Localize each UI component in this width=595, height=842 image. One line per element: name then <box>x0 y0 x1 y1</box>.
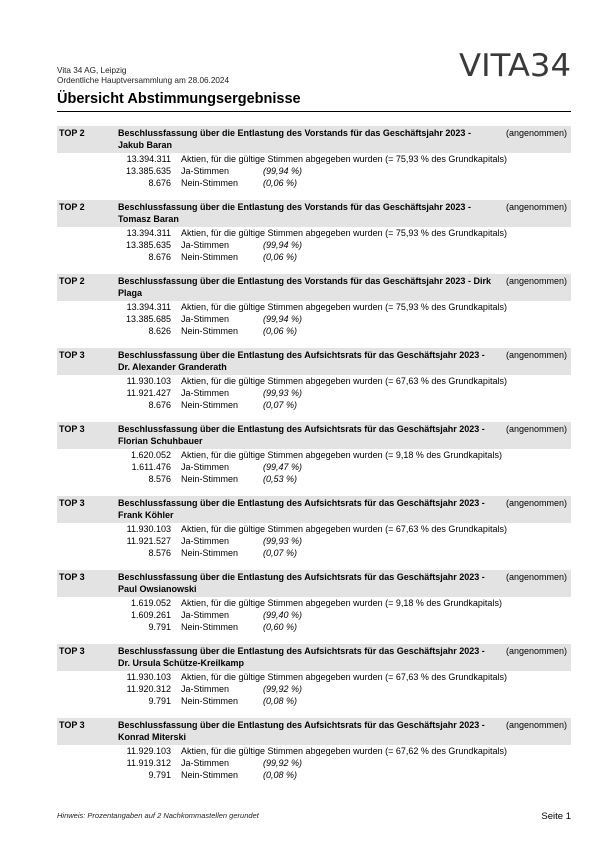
vote-rows <box>57 153 571 189</box>
yes-votes-row <box>57 609 571 621</box>
agenda-item: TOP 3 <box>59 350 85 360</box>
no-votes-count: 9.791 <box>148 622 171 632</box>
no-votes-row <box>57 695 571 707</box>
agenda-item: TOP 2 <box>59 276 85 286</box>
no-votes-count: 8.676 <box>148 400 171 410</box>
page-number: Seite 1 <box>541 811 571 822</box>
resolution-status: (angenommen) <box>505 498 567 508</box>
valid-shares-text: Aktien, für die gültige Stimmen abgegeben wurden (= 9,18 % des Grundkapitals) <box>181 598 502 608</box>
resolution-header <box>57 274 571 301</box>
result-item <box>57 348 571 422</box>
yes-votes-count: 11.920.312 <box>126 684 171 694</box>
no-votes-percent: (0,07 %) <box>263 548 298 558</box>
yes-votes-row <box>57 535 571 547</box>
valid-shares-row <box>57 745 571 757</box>
yes-votes-count: 11.919.312 <box>126 758 171 768</box>
resolution-status: (angenommen) <box>505 276 567 286</box>
resolution-subject: Beschlussfassung über die Entlastung des Vorstands für das Geschäftsjahr 2023 - Jakub Baran <box>118 128 471 150</box>
vote-rows <box>57 597 571 633</box>
valid-shares-count: 11.929.103 <box>126 746 171 756</box>
yes-votes-row <box>57 683 571 695</box>
yes-votes-percent: (99,93 %) <box>263 536 303 546</box>
valid-shares-row <box>57 523 571 535</box>
valid-shares-row <box>57 227 571 239</box>
yes-votes-label: Ja-Stimmen <box>181 388 230 398</box>
vote-rows <box>57 523 571 559</box>
result-item <box>57 718 571 792</box>
no-votes-row <box>57 325 571 337</box>
title-divider <box>57 111 571 112</box>
yes-votes-label: Ja-Stimmen <box>181 610 230 620</box>
resolution-subject: Beschlussfassung über die Entlastung des Aufsichtsrats für das Geschäftsjahr 2023 - Frank Köhler <box>118 498 485 520</box>
agenda-item: TOP 2 <box>59 202 85 212</box>
company-name: Vita 34 AG, Leipzig <box>57 66 127 75</box>
valid-shares-row <box>57 671 571 683</box>
result-item <box>57 644 571 718</box>
valid-shares-text: Aktien, für die gültige Stimmen abgegeben wurden (= 75,93 % des Grundkapitals) <box>181 302 507 312</box>
resolution-subject: Beschlussfassung über die Entlastung des Aufsichtsrats für das Geschäftsjahr 2023 - Paul Owsianowski <box>118 572 485 594</box>
no-votes-label: Nein-Stimmen <box>181 548 239 558</box>
valid-shares-count: 13.394.311 <box>126 228 171 238</box>
no-votes-label: Nein-Stimmen <box>181 696 239 706</box>
yes-votes-percent: (99,47 %) <box>263 462 303 472</box>
no-votes-count: 8.676 <box>148 178 171 188</box>
no-votes-percent: (0,06 %) <box>263 178 298 188</box>
no-votes-percent: (0,53 %) <box>263 474 298 484</box>
agenda-item: TOP 2 <box>59 128 85 138</box>
no-votes-label: Nein-Stimmen <box>181 326 239 336</box>
yes-votes-row <box>57 313 571 325</box>
result-item <box>57 274 571 348</box>
vita34-logo-text: VITA34 <box>459 48 571 82</box>
resolution-status: (angenommen) <box>505 202 567 212</box>
resolution-subject: Beschlussfassung über die Entlastung des Aufsichtsrats für das Geschäftsjahr 2023 - Florian Schuhbauer <box>118 424 485 446</box>
no-votes-row <box>57 399 571 411</box>
result-item <box>57 200 571 274</box>
no-votes-label: Nein-Stimmen <box>181 622 239 632</box>
no-votes-row <box>57 621 571 633</box>
valid-shares-text: Aktien, für die gültige Stimmen abgegeben wurden (= 67,63 % des Grundkapitals) <box>181 376 507 386</box>
page-title: Übersicht Abstimmungsergebnisse <box>57 91 301 107</box>
no-votes-percent: (0,06 %) <box>263 252 298 262</box>
no-votes-count: 8.576 <box>148 474 171 484</box>
no-votes-label: Nein-Stimmen <box>181 252 239 262</box>
no-votes-label: Nein-Stimmen <box>181 770 239 780</box>
no-votes-count: 9.791 <box>148 696 171 706</box>
valid-shares-text: Aktien, für die gültige Stimmen abgegeben wurden (= 67,62 % des Grundkapitals) <box>181 746 507 756</box>
yes-votes-percent: (99,92 %) <box>263 684 303 694</box>
no-votes-percent: (0,07 %) <box>263 400 298 410</box>
yes-votes-row <box>57 757 571 769</box>
no-votes-label: Nein-Stimmen <box>181 178 239 188</box>
yes-votes-row <box>57 239 571 251</box>
no-votes-row <box>57 177 571 189</box>
resolution-header <box>57 126 571 153</box>
yes-votes-percent: (99,94 %) <box>263 166 303 176</box>
no-votes-label: Nein-Stimmen <box>181 474 239 484</box>
no-votes-percent: (0,60 %) <box>263 622 298 632</box>
agenda-item: TOP 3 <box>59 572 85 582</box>
yes-votes-count: 13.385.635 <box>125 240 171 250</box>
resolution-status: (angenommen) <box>505 720 567 730</box>
valid-shares-count: 13.394.311 <box>126 302 171 312</box>
yes-votes-percent: (99,93 %) <box>263 388 303 398</box>
no-votes-row <box>57 473 571 485</box>
result-item <box>57 570 571 644</box>
resolution-subject: Beschlussfassung über die Entlastung des Aufsichtsrats für das Geschäftsjahr 2023 - Dr. Alexander Granderath <box>118 350 485 372</box>
resolution-header <box>57 718 571 745</box>
valid-shares-count: 13.394.311 <box>126 154 171 164</box>
resolution-status: (angenommen) <box>505 646 567 656</box>
resolution-header <box>57 570 571 597</box>
vote-rows <box>57 301 571 337</box>
resolution-status: (angenommen) <box>505 572 567 582</box>
resolution-subject: Beschlussfassung über die Entlastung des Vorstands für das Geschäftsjahr 2023 - Tomasz Baran <box>118 202 471 224</box>
no-votes-label: Nein-Stimmen <box>181 400 239 410</box>
document-header <box>57 66 229 86</box>
yes-votes-label: Ja-Stimmen <box>181 166 230 176</box>
yes-votes-label: Ja-Stimmen <box>181 240 230 250</box>
vote-rows <box>57 449 571 485</box>
yes-votes-count: 13.385.635 <box>125 166 171 176</box>
vote-rows <box>57 671 571 707</box>
resolution-header <box>57 348 571 375</box>
resolution-header <box>57 422 571 449</box>
yes-votes-count: 11.921.427 <box>126 388 171 398</box>
valid-shares-count: 11.930.103 <box>126 672 171 682</box>
no-votes-percent: (0,06 %) <box>263 326 298 336</box>
yes-votes-label: Ja-Stimmen <box>181 758 230 768</box>
valid-shares-row <box>57 597 571 609</box>
resolution-subject: Beschlussfassung über die Entlastung des Aufsichtsrats für das Geschäftsjahr 2023 - Dr. Ursula Schütze-Kreilkamp <box>118 646 485 668</box>
no-votes-row <box>57 769 571 781</box>
yes-votes-row <box>57 387 571 399</box>
resolution-status: (angenommen) <box>505 424 567 434</box>
result-item <box>57 126 571 200</box>
valid-shares-count: 11.930.103 <box>126 376 171 386</box>
yes-votes-count: 11.921.527 <box>126 536 171 546</box>
valid-shares-row <box>57 153 571 165</box>
yes-votes-count: 1.609.261 <box>130 610 171 620</box>
valid-shares-text: Aktien, für die gültige Stimmen abgegeben wurden (= 75,93 % des Grundkapitals) <box>181 228 507 238</box>
no-votes-count: 8.576 <box>148 548 171 558</box>
agenda-item: TOP 3 <box>59 424 85 434</box>
no-votes-count: 8.676 <box>148 252 171 262</box>
result-item <box>57 496 571 570</box>
resolution-status: (angenommen) <box>505 350 567 360</box>
valid-shares-row <box>57 449 571 461</box>
no-votes-percent: (0,08 %) <box>263 770 298 780</box>
vote-rows <box>57 745 571 781</box>
yes-votes-count: 13.385.685 <box>125 314 171 324</box>
valid-shares-text: Aktien, für die gültige Stimmen abgegeben wurden (= 67,63 % des Grundkapitals) <box>181 672 507 682</box>
valid-shares-count: 1.620.052 <box>130 450 171 460</box>
yes-votes-percent: (99,94 %) <box>263 240 303 250</box>
yes-votes-row <box>57 165 571 177</box>
vote-rows <box>57 375 571 411</box>
resolution-subject: Beschlussfassung über die Entlastung des Aufsichtsrats für das Geschäftsjahr 2023 - Konrad Miterski <box>118 720 485 742</box>
valid-shares-text: Aktien, für die gültige Stimmen abgegeben wurden (= 75,93 % des Grundkapitals) <box>181 154 507 164</box>
no-votes-row <box>57 251 571 263</box>
yes-votes-label: Ja-Stimmen <box>181 462 230 472</box>
valid-shares-count: 1.619.052 <box>130 598 171 608</box>
yes-votes-label: Ja-Stimmen <box>181 536 230 546</box>
yes-votes-row <box>57 461 571 473</box>
valid-shares-text: Aktien, für die gültige Stimmen abgegeben wurden (= 67,63 % des Grundkapitals) <box>181 524 507 534</box>
no-votes-percent: (0,08 %) <box>263 696 298 706</box>
resolution-header <box>57 200 571 227</box>
no-votes-count: 8.626 <box>148 326 171 336</box>
no-votes-count: 9.791 <box>148 770 171 780</box>
valid-shares-text: Aktien, für die gültige Stimmen abgegeben wurden (= 9,18 % des Grundkapitals) <box>181 450 502 460</box>
vita34-logo <box>459 46 571 82</box>
agenda-item: TOP 3 <box>59 498 85 508</box>
result-item <box>57 422 571 496</box>
valid-shares-count: 11.930.103 <box>126 524 171 534</box>
resolution-subject: Beschlussfassung über die Entlastung des Vorstands für das Geschäftsjahr 2023 - Dirk Plaga <box>118 276 491 298</box>
yes-votes-percent: (99,40 %) <box>263 610 303 620</box>
valid-shares-row <box>57 375 571 387</box>
footer-note: Hinweis: Prozentangaben auf 2 Nachkommastellen gerundet <box>57 811 259 820</box>
yes-votes-percent: (99,92 %) <box>263 758 303 768</box>
resolution-header <box>57 644 571 671</box>
yes-votes-percent: (99,94 %) <box>263 314 303 324</box>
resolution-header <box>57 496 571 523</box>
meeting-line: Ordentliche Hauptversammlung am 28.06.2024 <box>57 76 230 85</box>
results-list <box>57 126 571 792</box>
resolution-status: (angenommen) <box>505 128 567 138</box>
vote-rows <box>57 227 571 263</box>
no-votes-row <box>57 547 571 559</box>
agenda-item: TOP 3 <box>59 720 85 730</box>
yes-votes-count: 1.611.476 <box>131 462 171 472</box>
valid-shares-row <box>57 301 571 313</box>
agenda-item: TOP 3 <box>59 646 85 656</box>
yes-votes-label: Ja-Stimmen <box>181 314 230 324</box>
yes-votes-label: Ja-Stimmen <box>181 684 230 694</box>
